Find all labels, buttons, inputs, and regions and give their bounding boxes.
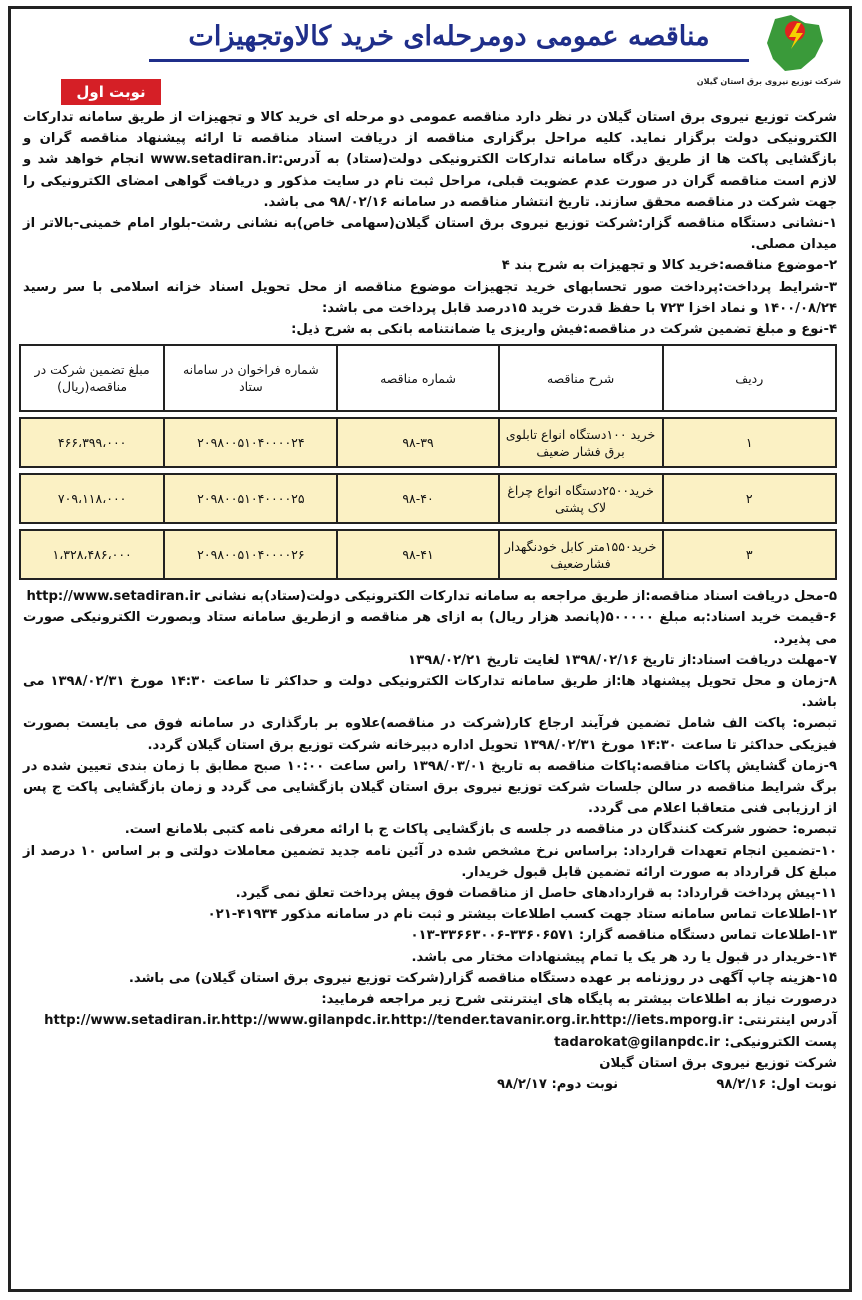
item-7: ۷-مهلت دریافت اسناد:از تاریخ ۱۳۹۸/۰۲/۱۶ لغایت تاریخ ۱۳۹۸/۰۲/۲۱ bbox=[408, 652, 837, 668]
table-row bbox=[20, 474, 836, 523]
notice-body bbox=[11, 107, 849, 1053]
page-title: مناقصه عمومی دومرحله‌ای خرید کالاوتجهیزات bbox=[188, 21, 710, 52]
item-3: ۳-شرایط پرداخت:پرداخت صور تحسابهای خرید تجهیزات موضوع مناقصه از محل تحویل اسناد خزانه اسلامی با سر رسید ۱۴۰۰/۰۸/۲۴ و نماد اخزا ۷۲۳ با حفظ قدرت خرید ۱۵درصد قابل پرداخت می باشد: bbox=[23, 279, 837, 316]
round-badge: نوبت اول bbox=[61, 79, 161, 105]
header-guarantee-amount: مبلغ تضمین شرکت در مناقصه(ریال) bbox=[20, 345, 164, 411]
second-round-date: نوبت دوم: ۹۸/۲/۱۷ bbox=[497, 1076, 619, 1092]
table-header-row bbox=[20, 345, 836, 411]
intro-paragraph: شرکت توزیع نیروی برق استان گیلان در نظر دارد مناقصه عمومی دو مرحله ای خرید کالا و تجهیزات از طریق سامانه تدارکات الکترونیکی دولت برگزار نماید. کلیه مراحل برگزاری مناقصه از دریافت اسناد مناقصه تا ارائه پیشنهاد مناقصه گران و بازگشایی پاکت ها از طریق درگاه سامانه تدارکات الکترونیکی دولت(ستاد) به آدرس:www.setadiran.ir انجام خواهد شد و لازم است مناقصه گران در صورت عدم عضویت قبلی، مراحل ثبت نام در سایت مذکور و دریافت گواهی امضای الکترونیکی را جهت شرکت در مناقصه محقق سازند. تاریخ انتشار مناقصه در سامانه ۹۸/۰۲/۱۶ می باشد. bbox=[23, 110, 837, 210]
item-14: ۱۴-خریدار در قبول یا رد هر یک یا تمام پیشنهادات مختار می باشد. bbox=[411, 949, 837, 965]
item-6: ۶-قیمت خرید اسناد:به مبلغ ۵۰۰۰۰۰(پانصد هزار ریال) به ازای هر مناقصه و ازطریق سامانه ستاد وبصورت الکترونیکی صورت می پذیرد. bbox=[23, 610, 837, 647]
cell-tender-number: ۹۸-۳۹ bbox=[337, 418, 498, 467]
tender-notice bbox=[8, 6, 852, 1292]
tender-table bbox=[19, 344, 837, 580]
cell-description: خرید ۱۰۰دستگاه انواع تابلوی برق فشار ضعیف bbox=[499, 418, 663, 467]
cell-call-number: ۲۰۹۸۰۰۵۱۰۴۰۰۰۰۲۶ bbox=[164, 530, 337, 579]
cell-amount: ۱،۳۲۸،۴۸۶،۰۰۰ bbox=[20, 530, 164, 579]
cell-tender-number: ۹۸-۴۱ bbox=[337, 530, 498, 579]
item-2: ۲-موضوع مناقصه:خرید کالا و تجهیزات به شرح بند ۴ bbox=[501, 258, 837, 274]
item-13: ۱۳-اطلاعات تماس دستگاه مناقصه گزار: ۳۳۶۰۶۵۷۱-۳۳۶۶۳۰۰۶-۰۱۳ bbox=[410, 928, 837, 944]
email-line bbox=[23, 1032, 837, 1053]
title-underline bbox=[149, 59, 749, 62]
cell-amount: ۷۰۹،۱۱۸،۰۰۰ bbox=[20, 474, 164, 523]
logo-text: شرکت توزیع نیروی برق استان گیلان bbox=[696, 77, 841, 86]
table-row bbox=[20, 418, 836, 467]
company-name: شرکت توزیع نیروی برق استان گیلان bbox=[599, 1055, 837, 1071]
first-round-date: نوبت اول: ۹۸/۲/۱۶ bbox=[716, 1076, 837, 1092]
websites-line bbox=[23, 1010, 837, 1031]
publication-dates bbox=[497, 1074, 837, 1095]
item-15: ۱۵-هزینه چاپ آگهی در روزنامه بر عهده دستگاه مناقصه گزار(شرکت توزیع نیروی برق استان گیلان) می باشد. bbox=[128, 970, 837, 986]
header-tender-number: شماره مناقصه bbox=[337, 345, 498, 411]
note-8: تبصره: پاکت الف شامل تضمین فرآیند ارجاع کار(شرکت در مناقصه)علاوه بر بارگذاری در سامانه فوق می بایست بصورت فیزیکی حداکثر تا ساعت ۱۴:۳۰ مورخ ۱۳۹۸/۰۲/۳۱ تحویل اداره دبیرخانه شرکت توزیع برق استان گیلان گردد. bbox=[23, 716, 837, 753]
header bbox=[11, 9, 849, 107]
cell-amount: ۴۶۶،۳۹۹،۰۰۰ bbox=[20, 418, 164, 467]
cell-row: ۳ bbox=[663, 530, 836, 579]
email-link[interactable]: tadarokat@gilanpdc.ir bbox=[554, 1034, 720, 1050]
cell-row: ۱ bbox=[663, 418, 836, 467]
item-8: ۸-زمان و محل تحویل پیشنهاد ها:از طریق سامانه تدارکات الکترونیکی دولت و حداکثر تا ساعت ۱۴:۳۰ مورخ ۱۳۹۸/۰۲/۳۱ می باشد. bbox=[23, 674, 837, 711]
map-bolt-icon bbox=[761, 13, 831, 77]
item-4: ۴-نوع و مبلغ تضمین شرکت در مناقصه:فیش واریزی یا ضمانتنامه بانکی به شرح ذیل: bbox=[291, 322, 837, 338]
cell-call-number: ۲۰۹۸۰۰۵۱۰۴۰۰۰۰۲۵ bbox=[164, 474, 337, 523]
item-11: ۱۱-پیش پرداخت قرارداد: به قراردادهای حاصل از مناقصات فوق پیش پرداخت تعلق نمی گیرد. bbox=[235, 886, 837, 902]
websites-label: آدرس اینترنتی: bbox=[737, 1013, 837, 1029]
cell-description: خرید۱۵۵۰متر کابل خودنگهدار فشارضعیف bbox=[499, 530, 663, 579]
header-row-num: ردیف bbox=[663, 345, 836, 411]
note-9: تبصره: حضور شرکت کنندگان در مناقصه در جلسه ی بازگشایی پاکات ج با ارائه معرفی نامه کتبی بلامانع است. bbox=[124, 822, 837, 838]
item-5: ۵-محل دریافت اسناد مناقصه:از طریق مراجعه به سامانه تدارکات الکترونیکی دولت(ستاد)به نشانی http://www.setadiran.ir bbox=[26, 589, 837, 605]
more-info: درصورت نیاز به اطلاعات بیشتر به پایگاه های اینترنتی شرح زیر مراجعه فرمایید: bbox=[321, 992, 837, 1008]
websites-links[interactable]: http://www.setadiran.ir.http://www.gilanpdc.ir.http://tender.tavanir.org.ir.http://iets.mporg.ir bbox=[44, 1013, 734, 1029]
item-1: ۱-نشانی دستگاه مناقصه گزار:شرکت توزیع نیروی برق استان گیلان(سهامی خاص)به نشانی رشت-بلوار امام خمینی-بالاتر از میدان مصلی. bbox=[23, 216, 837, 253]
header-call-number: شماره فراخوان در سامانه ستاد bbox=[164, 345, 337, 411]
cell-description: خرید۲۵۰۰دستگاه انواع چراغ لاک پشتی bbox=[499, 474, 663, 523]
cell-call-number: ۲۰۹۸۰۰۵۱۰۴۰۰۰۰۲۴ bbox=[164, 418, 337, 467]
cell-tender-number: ۹۸-۴۰ bbox=[337, 474, 498, 523]
cell-row: ۲ bbox=[663, 474, 836, 523]
item-9: ۹-زمان گشایش پاکات مناقصه:پاکات مناقصه به تاریخ ۱۳۹۸/۰۳/۰۱ راس ساعت ۱۰:۰۰ صبح مطابق با زمان بندی تعیین شده در برگ شرایط مناقصه در سالن جلسات شرکت توزیع نیروی برق استان گیلان بازگشایی می گردد و زمان بازگشایی پاکت ج پس از ارزیابی فنی متعاقبا اعلام می گردد. bbox=[23, 758, 837, 817]
table-row bbox=[20, 530, 836, 579]
header-description: شرح مناقصه bbox=[499, 345, 663, 411]
signature-block bbox=[11, 1053, 849, 1095]
email-label: پست الکترونیکی: bbox=[724, 1034, 837, 1050]
item-12: ۱۲-اطلاعات تماس سامانه ستاد جهت کسب اطلاعات بیشتر و ثبت نام در سامانه مذکور ۴۱۹۳۴-۰۲۱ bbox=[207, 907, 837, 923]
item-10: ۱۰-تضمین انجام تعهدات قرارداد: براساس نرخ مشخص شده در آئین نامه جدید تضمین معاملات دولتی و بر اساس ۱۰ درصد از مبلغ کل قرارداد به صورت ارائه تضمین قابل قبول خریدار. bbox=[23, 843, 838, 880]
company-logo bbox=[696, 13, 841, 101]
